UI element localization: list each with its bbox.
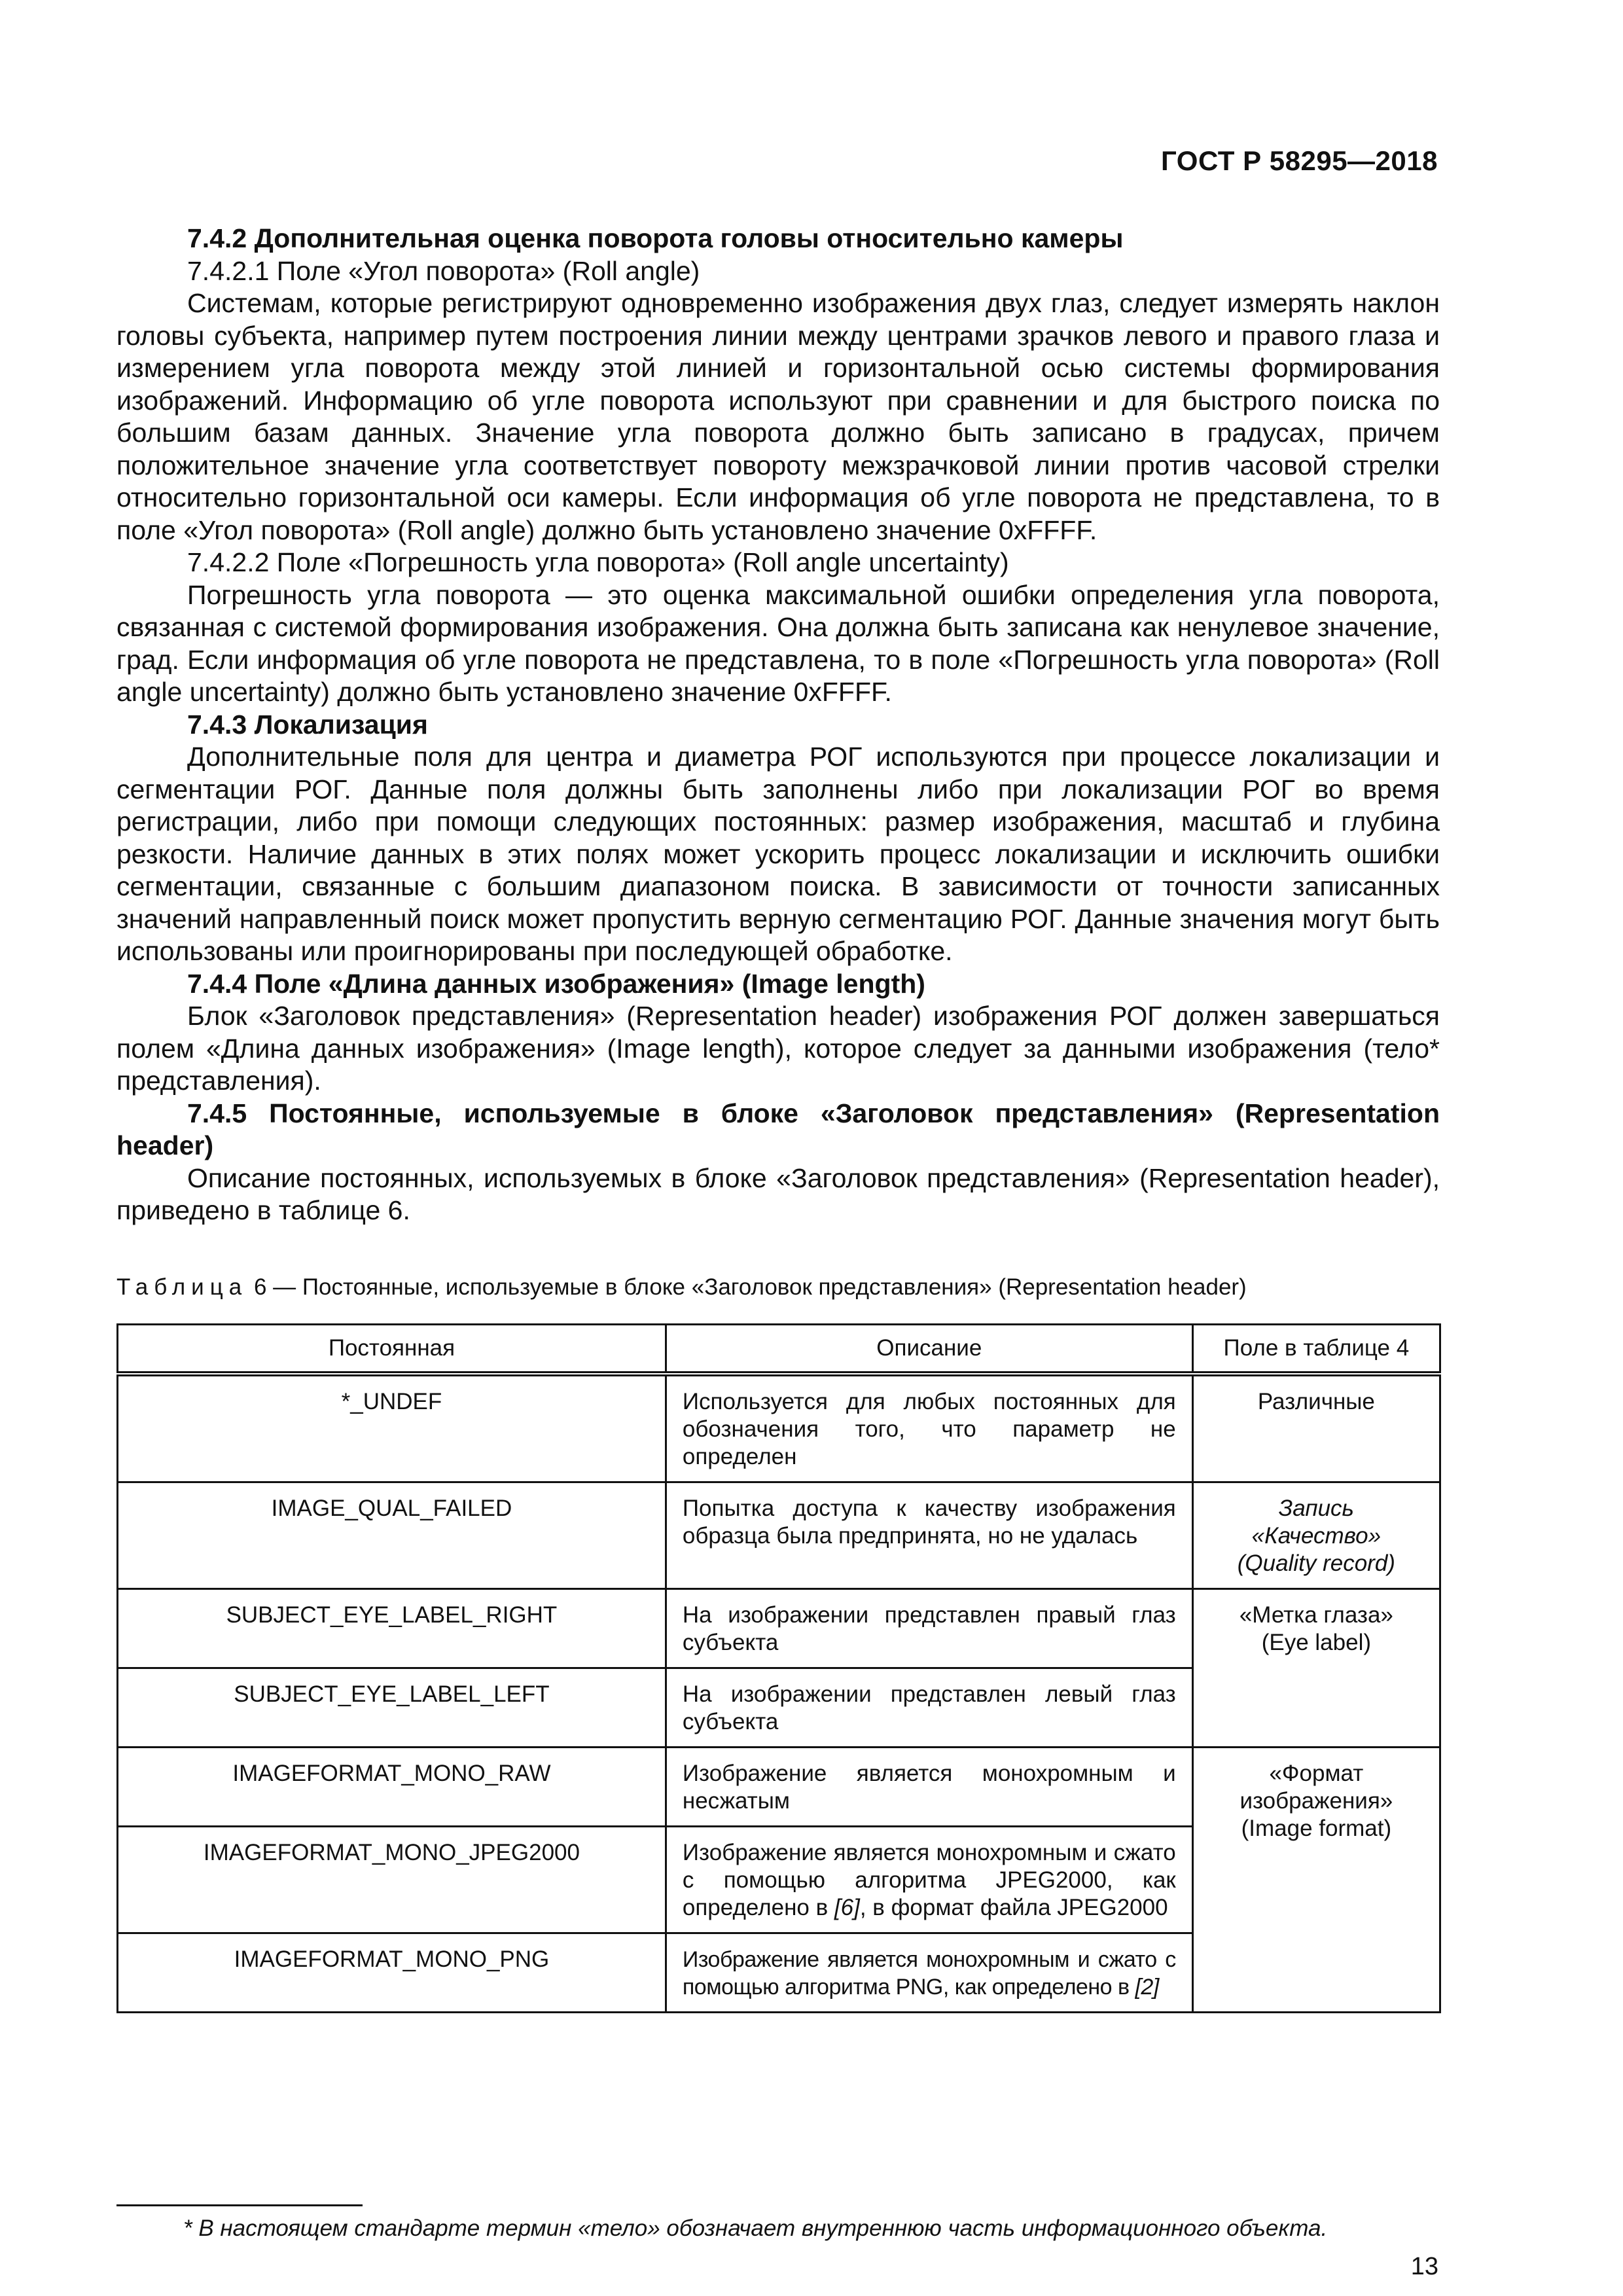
footnote-divider bbox=[116, 2204, 363, 2206]
section-7-4-3-paragraph: Дополнительные поля для центра и диаметра РОГ используются при процессе локализации и сегментации РОГ. Данные поля должны быть заполнены либо при локализации РОГ во время регистрации, либо при помощи следующих постоянных: размер изображения, масштаб и глубина резкости. Наличие данных в этих полях может ускорить процесс локализации и исключить ошибки сегментации, связанные с большим диапазоном поиска. В зависимости от точности записанных значений направленный поиск может пропустить верную сегментацию РОГ. Данные значения могут быть использованы или проигнорированы при последующей обработке. bbox=[116, 742, 1440, 966]
field-cell bbox=[1192, 1589, 1440, 1748]
description-cell: На изображении представлен левый глаз субъекта bbox=[666, 1668, 1192, 1748]
constant-cell: IMAGEFORMAT_MONO_PNG bbox=[118, 1933, 666, 2013]
constant-cell: SUBJECT_EYE_LABEL_LEFT bbox=[118, 1668, 666, 1748]
constant-cell: IMAGEFORMAT_MONO_RAW bbox=[118, 1748, 666, 1827]
section-7-4-2-heading: 7.4.2 Дополнительная оценка поворота головы относительно камеры bbox=[187, 223, 1124, 253]
page-number: 13 bbox=[1410, 2253, 1438, 2280]
section-7-4-2-1-paragraph: Системам, которые регистрируют одновременно изображения двух глаз, следует измерять наклон головы субъекта, например путем построения линии между центрами зрачков левого и правого глаза и измерением угла поворота между этой линией и горизонтальной осью системы формирования изображений. Информацию об угле поворота используют при сравнении и для быстрого поиска по большим базам данных. Значение угла поворота должно быть записано в градусах, причем положительное значение угла соответствует повороту межзрачковой линии против часовой стрелки относительно горизонтальной оси камеры. Если информация об угле поворота не представлена, то в поле «Угол поворота» (Roll angle) должно быть установлено значение 0xFFFF. bbox=[116, 288, 1440, 545]
section-7-4-4-paragraph: Блок «Заголовок представления» (Representation header) изображения РОГ должен завершаться полем «Длина данных изображения» (Image length), которое следует за данными изображения (тело* представления). bbox=[116, 1001, 1440, 1096]
field-cell bbox=[1192, 1482, 1440, 1589]
section-7-4-5-heading: 7.4.5 Постоянные, используемые в блоке «Заголовок представления» (Representation header) bbox=[116, 1098, 1440, 1160]
table-caption-text: 6 — Постоянные, используемые в блоке «Заголовок представления» (Representation header) bbox=[247, 1274, 1247, 1300]
description-cell: На изображении представлен правый глаз субъекта bbox=[666, 1589, 1192, 1668]
reference-link: [6] bbox=[834, 1895, 860, 1920]
field-cell bbox=[1192, 1748, 1440, 2013]
section-7-4-3-heading: 7.4.3 Локализация bbox=[187, 709, 428, 740]
description-cell bbox=[666, 1933, 1192, 2013]
header-description: Описание bbox=[666, 1325, 1192, 1374]
table-row bbox=[118, 1482, 1440, 1589]
section-7-4-2-2-heading: 7.4.2.2 Поле «Погрешность угла поворота» (Roll angle uncertainty) bbox=[187, 547, 1009, 577]
constant-cell: SUBJECT_EYE_LABEL_RIGHT bbox=[118, 1589, 666, 1668]
section-7-4-2-1-heading: 7.4.2.1 Поле «Угол поворота» (Roll angle) bbox=[187, 255, 700, 286]
table-row bbox=[118, 1374, 1440, 1482]
header-constant: Постоянная bbox=[118, 1325, 666, 1374]
constant-cell: IMAGEFORMAT_MONO_JPEG2000 bbox=[118, 1827, 666, 1933]
field-line: «Метка глаза» bbox=[1239, 1602, 1393, 1628]
table-row bbox=[118, 1589, 1440, 1668]
description-cell bbox=[666, 1827, 1192, 1933]
section-7-4-4-heading: 7.4.4 Поле «Длина данных изображения» (Image length) bbox=[187, 968, 925, 999]
field-line: (Eye label) bbox=[1261, 1630, 1372, 1655]
constant-cell: *_UNDEF bbox=[118, 1374, 666, 1482]
table-header-row bbox=[118, 1325, 1440, 1374]
field-line: (Image format) bbox=[1241, 1816, 1392, 1841]
header-field: Поле в таблице 4 bbox=[1192, 1325, 1440, 1374]
constants-table bbox=[116, 1323, 1441, 2013]
field-line: изображения» bbox=[1240, 1788, 1393, 1814]
table-caption bbox=[116, 1274, 1247, 1300]
document-header-id: ГОСТ Р 58295—2018 bbox=[1161, 145, 1438, 176]
field-line: «Качество» bbox=[1251, 1523, 1382, 1549]
section-7-4-2-2-paragraph: Погрешность угла поворота — это оценка максимальной ошибки определения угла поворота, связанная с системой формирования изображения. Она должна быть записана как ненулевое значение, град. Если информация об угле поворота не представлена, то в поле «Погрешность угла поворота» (Roll angle uncertainty) должно быть установлено значение 0xFFFF. bbox=[116, 579, 1440, 707]
body-text bbox=[116, 223, 1440, 1227]
description-cell: Используется для любых постоянных для обозначения того, что параметр не определен bbox=[666, 1374, 1192, 1482]
field-cell: Различные bbox=[1192, 1374, 1440, 1482]
field-line: (Quality record) bbox=[1237, 1551, 1395, 1576]
description-text: Изображение является монохромным и сжато с помощью алгоритма PNG, как определено в bbox=[682, 1947, 1176, 2000]
section-7-4-5-paragraph: Описание постоянных, используемых в блоке «Заголовок представления» (Representation header), приведено в таблице 6. bbox=[116, 1162, 1440, 1225]
description-cell: Изображение является монохромным и несжатым bbox=[666, 1748, 1192, 1827]
field-line: «Формат bbox=[1269, 1761, 1364, 1786]
description-text: , в формат файла JPEG2000 bbox=[859, 1895, 1168, 1920]
reference-link: [2] bbox=[1135, 1975, 1159, 2000]
description-text: Изображение является монохромным и сжато с помощью алгоритма JPEG2000, как определено в bbox=[682, 1840, 1176, 1920]
constant-cell: IMAGE_QUAL_FAILED bbox=[118, 1482, 666, 1589]
table-row bbox=[118, 1748, 1440, 1827]
table-caption-label: Таблица bbox=[116, 1274, 248, 1300]
description-cell: Попытка доступа к качеству изображения образца была предпринята, но не удалась bbox=[666, 1482, 1192, 1589]
footnote: * В настоящем стандарте термин «тело» обозначает внутреннюю часть информационного объекта. bbox=[183, 2215, 1328, 2241]
field-line: Запись bbox=[1278, 1496, 1354, 1521]
